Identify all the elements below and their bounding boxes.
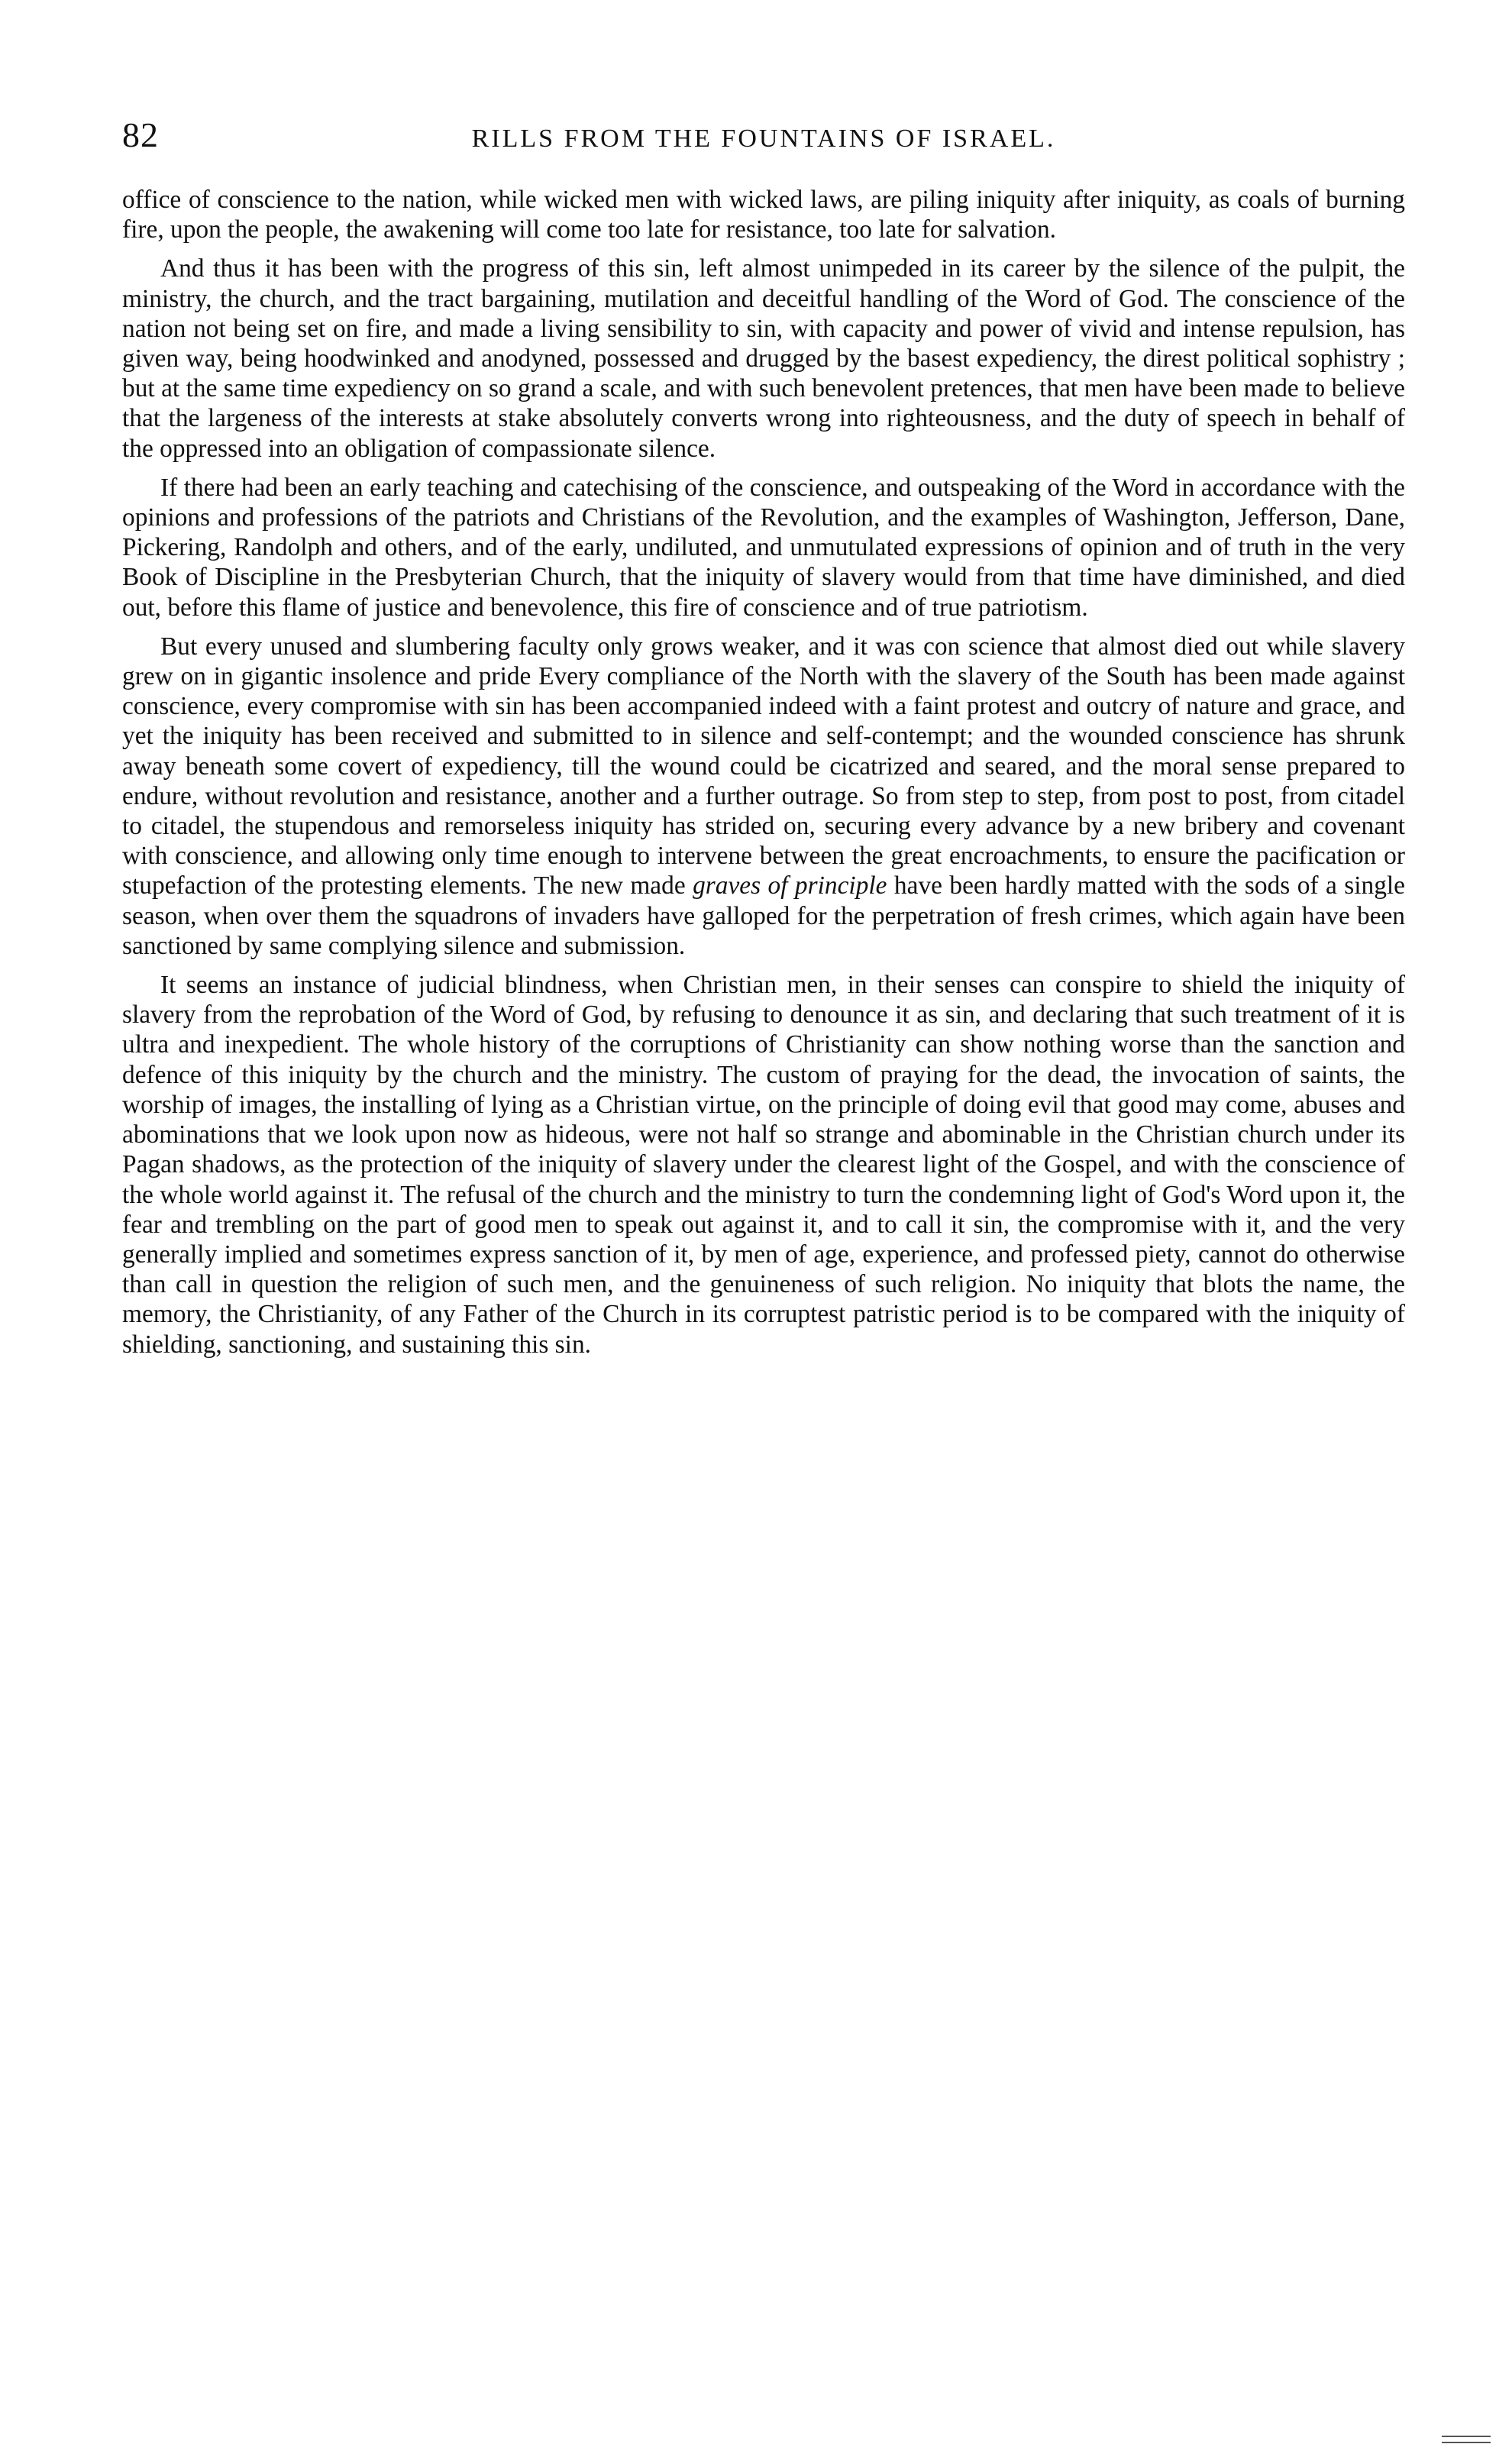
book-page bbox=[122, 115, 1405, 1369]
corner-rule-mark bbox=[1442, 2436, 1491, 2443]
paragraph-4-italic: graves of principle bbox=[693, 871, 887, 900]
paragraph-2: And thus it has been with the progress of this sin, left almost unimpeded in its career by the silence of the pulpit, the ministry, the church, and the tract bargaining, mutilation and deceitful handling of the Word of God. The conscience of the nation not being set on fire, and made a living sensibility to sin, with capacity and power of vivid and intense repulsion, has given way, being hoodwinked and anodyned, possessed and drugged by the basest expediency, the direst political sophistry ; but at the same time expediency on so grand a scale, and with such benevolent pretences, that men have been made to believe that the largeness of the interests at stake absolutely converts wrong into righteousness, and the duty of speech in behalf of the oppressed into an obligation of compassionate silence. bbox=[122, 254, 1405, 463]
page-number: 82 bbox=[122, 115, 159, 154]
paragraph-1: office of conscience to the nation, while wicked men with wicked laws, are piling iniquity after iniquity, as coals of burning fire, upon the people, the awakening will come too late for resistance, too late for salvation. bbox=[122, 186, 1405, 244]
running-head bbox=[122, 115, 1405, 168]
paragraph-4-text-b: have been hardly matted with the sods of a single season, when over them the squadrons of invaders have galloped for the perpetration of fresh crimes, which again have been sanctioned by same complying silence and submission. bbox=[122, 871, 1405, 960]
paragraph-5: It seems an instance of judicial blindness, when Christian men, in their senses can conspire to shield the iniquity of slavery from the reprobation of the Word of God, by refusing to denounce it as sin, and declaring that such treatment of it is ultra and inexpedient. The whole history of the corruptions of Christianity can show nothing worse than the sanction and defence of this iniquity by the church and the ministry. The custom of praying for the dead, the invocation of saints, the worship of images, the installing of lying as a Christian virtue, on the principle of doing evil that good may come, abuses and abominations that we look upon now as hideous, were not half so strange and abominable in the Christian church under its Pagan shadows, as the protection of the iniquity of slavery under the clearest light of the Gospel, and with the conscience of the whole world against it. The refusal of the church and the ministry to turn the condemning light of God's Word upon it, the fear and trembling on the part of good men to speak out against it, and to call it sin, the compromise with it, and the very generally implied and sometimes express sanction of it, by men of age, experience, and professed piety, cannot do otherwise than call in question the religion of such men, and the genuineness of such religion. No iniquity that blots the name, the memory, the Christianity, of any Father of the Church in its corruptest patristic period is to be compared with the iniquity of shielding, sanctioning, and sustaining this sin. bbox=[122, 971, 1405, 1359]
paragraph-4 bbox=[122, 632, 1405, 961]
paragraph-4-text-a: But every unused and slumbering faculty only grows weaker, and it was con science that almost died out while slavery grew on in gigantic insolence and pride Every compliance of the North with the slavery of the South has been made against conscience, every compromise with sin has been accompanied indeed with a faint protest and outcry of nature and grace, and yet the iniquity has been received and submitted to in silence and self-contempt; and the wounded conscience has shrunk away beneath some covert of expediency, till the wound could be cicatrized and seared, and the moral sense prepared to endure, without revolution and resistance, another and a further outrage. So from step to step, from post to post, from citadel to citadel, the stupendous and remorseless iniquity has strided on, securing every advance by a new bribery and covenant with conscience, and allowing only time enough to intervene between the great encroachments, to ensure the pacification or stupefaction of the protesting elements. The new made bbox=[122, 632, 1405, 900]
paragraph-3: If there had been an early teaching and catechising of the conscience, and outspeaking of the Word in accordance with the opinions and professions of the patriots and Christians of the Revolution, and the examples of Washington, Jefferson, Dane, Pickering, Randolph and others, and of the early, undiluted, and unmutulated expressions of opinion and of truth in the very Book of Discipline in the Presbyterian Church, that the iniquity of slavery would from that time have diminished, and died out, before this flame of justice and benevolence, this fire of conscience and of true patriotism. bbox=[122, 473, 1405, 622]
running-title: RILLS FROM THE FOUNTAINS OF ISRAEL. bbox=[471, 124, 1056, 153]
